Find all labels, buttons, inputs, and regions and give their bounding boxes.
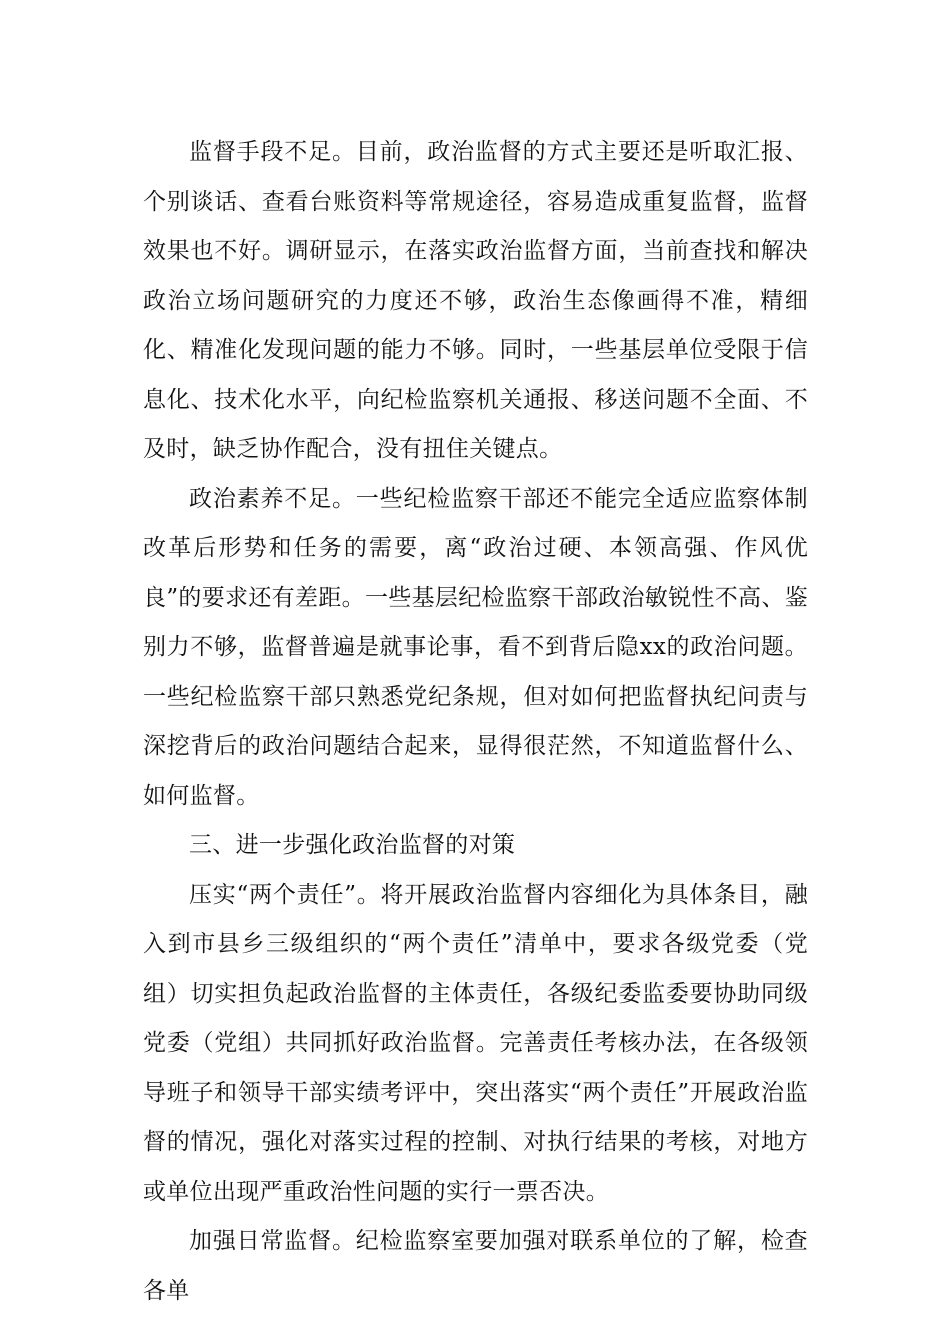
document-body (143, 128, 808, 1316)
paragraph-political-literacy: 政治素养不足。一些纪检监察干部还不能完全适应监察体制改革后形势和任务的需要，离“政治过硬、本领高强、作风优良”的要求还有差距。一些基层纪检监察干部政治敏锐性不高、鉴别力不够，监督普遍是就事论事，看不到背后隐xx的政治问题。一些纪检监察干部只熟悉党纪条规，但对如何把监督执纪问责与深挖背后的政治问题结合起来，显得很茫然，不知道监督什么、如何监督。 (143, 485, 808, 809)
paragraph-supervision-means: 监督手段不足。目前，政治监督的方式主要还是听取汇报、个别谈话、查看台账资料等常规途径，容易造成重复监督，监督效果也不好。调研显示，在落实政治监督方面，当前查找和解决政治立场问题研究的力度还不够，政治生态像画得不准，精细化、精准化发现问题的能力不够。同时，一些基层单位受限于信息化、技术化水平，向纪检监察机关通报、移送问题不全面、不及时，缺乏协作配合，没有扭住关键点。 (143, 139, 808, 462)
paragraph-two-responsibilities: 压实“两个责任”。将开展政治监督内容细化为具体条目，融入到市县乡三级组织的“两个责任”清单中，要求各级党委（党组）切实担负起政治监督的主体责任，各级纪委监委要协助同级党委（党组）共同抓好政治监督。完善责任考核办法，在各级领导班子和领导干部实绩考评中，突出落实“两个责任”开展政治监督的情况，强化对落实过程的控制、对执行结果的考核，对地方或单位出现严重政治性问题的实行一票否决。 (143, 881, 808, 1205)
paragraph-daily-supervision: 加强日常监督。纪检监察室要加强对联系单位的了解，检查各单 (143, 1228, 808, 1304)
section-heading: 三、进一步强化政治监督的对策 (189, 832, 516, 858)
